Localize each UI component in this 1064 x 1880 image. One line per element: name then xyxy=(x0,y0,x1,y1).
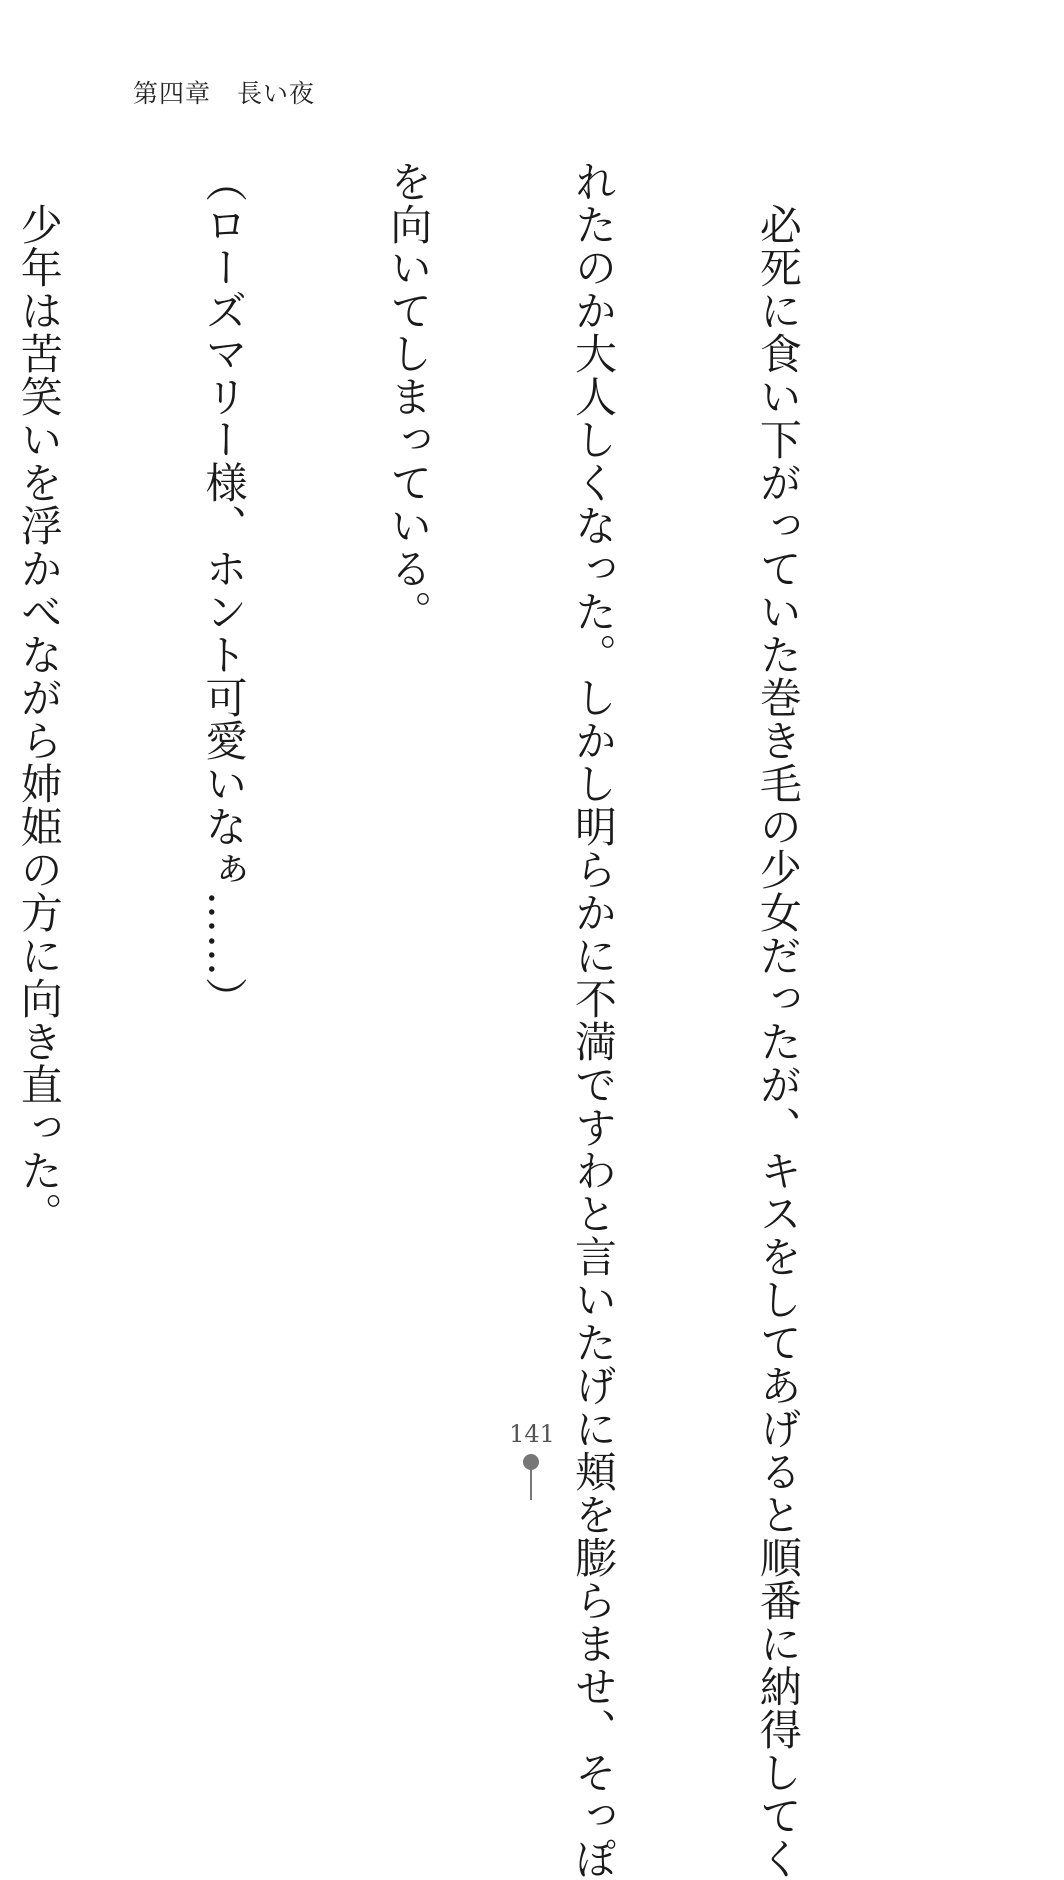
page-number: 141 xyxy=(509,1420,555,1448)
text-line: 少年は苦笑いを浮かべながら姉姫の方に向き直った。 xyxy=(14,160,64,1235)
text-line: （ローズマリー様、ホント可愛いなぁ……） xyxy=(199,160,249,1020)
page-marker-dot xyxy=(523,1454,539,1470)
text-line: 必死に食い下がっていた巻き毛の少女だったが、キスをしてあげると順番に納得してく xyxy=(753,160,803,1880)
running-head: 第四章 長い夜 xyxy=(133,79,316,108)
text-line: を向いてしまっている。 xyxy=(384,160,434,633)
text-line: れたのか大人しくなった。しかし明らかに不満ですわと言いたげに頬を膨らませ、そっぽ xyxy=(569,160,619,1880)
